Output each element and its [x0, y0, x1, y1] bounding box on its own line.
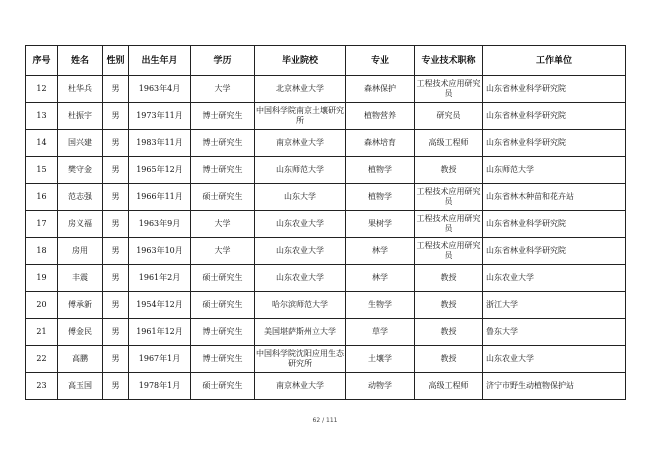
- cell-major: 林学: [346, 265, 415, 292]
- table-row: [26, 130, 626, 157]
- page-number: 62 / 111: [312, 417, 338, 424]
- cell-no: 17: [26, 211, 58, 238]
- cell-major: 果树学: [346, 211, 415, 238]
- cell-degree: 博士研究生: [191, 103, 255, 130]
- cell-unit: 山东农业大学: [483, 265, 626, 292]
- cell-major: 森林培育: [346, 130, 415, 157]
- cell-degree: 大学: [191, 211, 255, 238]
- cell-title: 教授: [415, 265, 483, 292]
- cell-birth: 1963年10月: [129, 238, 191, 265]
- header-degree: 学历: [191, 46, 255, 76]
- cell-unit: 山东省林木种苗和花卉站: [483, 184, 626, 211]
- cell-name: 房义福: [58, 211, 103, 238]
- cell-birth: 1965年12月: [129, 157, 191, 184]
- cell-unit: 山东省林业科学研究院: [483, 103, 626, 130]
- cell-gender: 男: [103, 76, 129, 103]
- cell-name: 高鹏: [58, 346, 103, 373]
- cell-school: 山东农业大学: [255, 238, 346, 265]
- cell-birth: 1983年11月: [129, 130, 191, 157]
- cell-gender: 男: [103, 319, 129, 346]
- cell-degree: 硕士研究生: [191, 265, 255, 292]
- cell-no: 19: [26, 265, 58, 292]
- table-row: [26, 238, 626, 265]
- cell-major: 草学: [346, 319, 415, 346]
- cell-major: 生物学: [346, 292, 415, 319]
- cell-school: 山东大学: [255, 184, 346, 211]
- header-major: 专业: [346, 46, 415, 76]
- cell-title: 高级工程师: [415, 130, 483, 157]
- cell-unit: 山东师范大学: [483, 157, 626, 184]
- table-row: [26, 319, 626, 346]
- cell-title: 教授: [415, 292, 483, 319]
- cell-school: 中国科学院南京土壤研究所: [255, 103, 346, 130]
- header-name: 姓名: [58, 46, 103, 76]
- cell-name: 杜振宇: [58, 103, 103, 130]
- cell-gender: 男: [103, 184, 129, 211]
- cell-degree: 博士研究生: [191, 346, 255, 373]
- table-row: [26, 265, 626, 292]
- cell-title: 教授: [415, 319, 483, 346]
- cell-title: 研究员: [415, 103, 483, 130]
- cell-school: 南京林业大学: [255, 373, 346, 400]
- cell-birth: 1954年12月: [129, 292, 191, 319]
- header-unit: 工作单位: [483, 46, 626, 76]
- cell-gender: 男: [103, 238, 129, 265]
- cell-school: 哈尔滨师范大学: [255, 292, 346, 319]
- cell-gender: 男: [103, 157, 129, 184]
- table-row: [26, 373, 626, 400]
- cell-unit: 浙江大学: [483, 292, 626, 319]
- cell-major: 土壤学: [346, 346, 415, 373]
- cell-degree: 硕士研究生: [191, 184, 255, 211]
- cell-no: 13: [26, 103, 58, 130]
- cell-no: 16: [26, 184, 58, 211]
- cell-gender: 男: [103, 103, 129, 130]
- cell-title: 工程技术应用研究员: [415, 238, 483, 265]
- cell-degree: 博士研究生: [191, 130, 255, 157]
- cell-degree: 博士研究生: [191, 319, 255, 346]
- cell-gender: 男: [103, 211, 129, 238]
- header-title: 专业技术职称: [415, 46, 483, 76]
- cell-no: 20: [26, 292, 58, 319]
- cell-major: 植物学: [346, 157, 415, 184]
- cell-no: 21: [26, 319, 58, 346]
- cell-unit: 山东省林业科学研究院: [483, 76, 626, 103]
- cell-birth: 1973年11月: [129, 103, 191, 130]
- cell-name: 傅承新: [58, 292, 103, 319]
- cell-title: 工程技术应用研究员: [415, 76, 483, 103]
- cell-degree: 硕士研究生: [191, 373, 255, 400]
- cell-gender: 男: [103, 373, 129, 400]
- cell-title: 高级工程师: [415, 373, 483, 400]
- cell-name: 杜华兵: [58, 76, 103, 103]
- cell-major: 森林保护: [346, 76, 415, 103]
- header-no: 序号: [26, 46, 58, 76]
- table-row: [26, 346, 626, 373]
- cell-name: 傅金民: [58, 319, 103, 346]
- cell-school: 山东师范大学: [255, 157, 346, 184]
- roster-table: [25, 45, 626, 400]
- cell-birth: 1966年11月: [129, 184, 191, 211]
- cell-no: 23: [26, 373, 58, 400]
- cell-no: 14: [26, 130, 58, 157]
- cell-degree: 大学: [191, 76, 255, 103]
- cell-no: 15: [26, 157, 58, 184]
- cell-major: 林学: [346, 238, 415, 265]
- cell-school: 北京林业大学: [255, 76, 346, 103]
- header-school: 毕业院校: [255, 46, 346, 76]
- cell-name: 房用: [58, 238, 103, 265]
- cell-no: 12: [26, 76, 58, 103]
- cell-title: 工程技术应用研究员: [415, 211, 483, 238]
- cell-gender: 男: [103, 130, 129, 157]
- header-gender: 性别: [103, 46, 129, 76]
- header-birth: 出生年月: [129, 46, 191, 76]
- cell-name: 丰震: [58, 265, 103, 292]
- cell-major: 植物学: [346, 184, 415, 211]
- cell-degree: 大学: [191, 238, 255, 265]
- cell-birth: 1961年2月: [129, 265, 191, 292]
- cell-birth: 1963年4月: [129, 76, 191, 103]
- cell-name: 国兴建: [58, 130, 103, 157]
- table-row: [26, 292, 626, 319]
- cell-gender: 男: [103, 265, 129, 292]
- cell-school: 中国科学院沈阳应用生态研究所: [255, 346, 346, 373]
- cell-school: 美国堪萨斯州立大学: [255, 319, 346, 346]
- cell-birth: 1967年1月: [129, 346, 191, 373]
- cell-title: 教授: [415, 157, 483, 184]
- cell-no: 22: [26, 346, 58, 373]
- cell-major: 植物营养: [346, 103, 415, 130]
- cell-birth: 1963年9月: [129, 211, 191, 238]
- cell-name: 樊守金: [58, 157, 103, 184]
- cell-birth: 1978年1月: [129, 373, 191, 400]
- cell-no: 18: [26, 238, 58, 265]
- cell-school: 南京林业大学: [255, 130, 346, 157]
- cell-major: 动物学: [346, 373, 415, 400]
- cell-unit: 山东省林业科学研究院: [483, 211, 626, 238]
- table-row: [26, 103, 626, 130]
- table-row: [26, 184, 626, 211]
- header-row: [26, 46, 626, 76]
- cell-unit: 山东农业大学: [483, 346, 626, 373]
- cell-unit: 济宁市野生动植物保护站: [483, 373, 626, 400]
- cell-unit: 山东省林业科学研究院: [483, 130, 626, 157]
- cell-gender: 男: [103, 292, 129, 319]
- cell-school: 山东农业大学: [255, 211, 346, 238]
- table-row: [26, 211, 626, 238]
- cell-degree: 硕士研究生: [191, 292, 255, 319]
- cell-name: 高玉国: [58, 373, 103, 400]
- cell-gender: 男: [103, 346, 129, 373]
- table-row: [26, 76, 626, 103]
- cell-school: 山东农业大学: [255, 265, 346, 292]
- cell-degree: 博士研究生: [191, 157, 255, 184]
- table-row: [26, 157, 626, 184]
- cell-title: 工程技术应用研究员: [415, 184, 483, 211]
- cell-birth: 1961年12月: [129, 319, 191, 346]
- cell-unit: 山东省林业科学研究院: [483, 238, 626, 265]
- cell-name: 范志强: [58, 184, 103, 211]
- cell-title: 教授: [415, 346, 483, 373]
- cell-unit: 鲁东大学: [483, 319, 626, 346]
